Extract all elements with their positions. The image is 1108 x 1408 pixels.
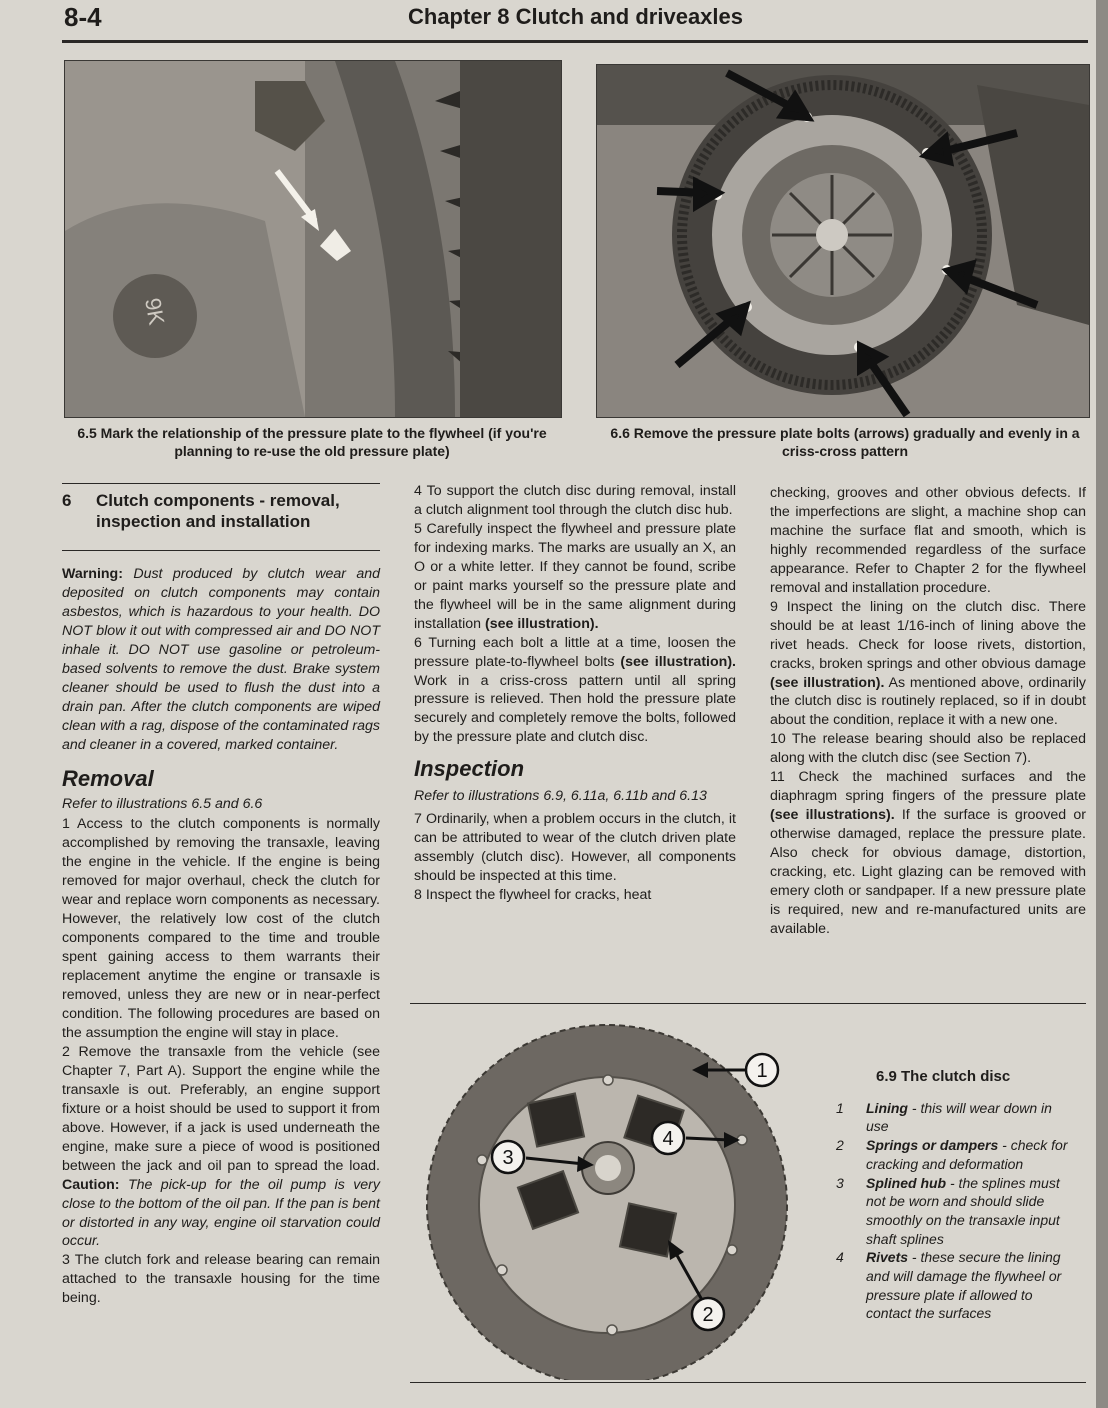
figure-area-rule-top xyxy=(410,1003,1086,1004)
removal-step-5-ill-ref: (see illustration). xyxy=(485,615,599,632)
clutch-disc-figure xyxy=(412,1010,832,1380)
inspection-step-11 xyxy=(770,768,1086,939)
removal-heading: Removal xyxy=(62,765,154,791)
flywheel-photo-illustration xyxy=(65,61,561,417)
removal-step-3: 3 The clutch fork and release bearing can remain attached to the transaxle housing for the time being. xyxy=(62,1252,380,1307)
legend-item-term: Rivets xyxy=(866,1249,909,1266)
removal-step-5-text: 5 Carefully inspect the flywheel and pressure plate for indexing marks. The marks are usually an X, an O or a white letter. If they cannot be found, scribe or paint marks yourself so the pressure plate and the flywheel will be in the same alignment during installation xyxy=(414,520,736,632)
section-title: Clutch components - removal, inspection and installation xyxy=(96,491,340,531)
callout-4: 4 xyxy=(662,1128,674,1150)
removal-reference: Refer to illustrations 6.5 and 6.6 xyxy=(62,795,263,812)
chapter-title: Chapter 8 Clutch and driveaxles xyxy=(408,4,743,29)
casting-mark: 9K xyxy=(140,296,170,327)
inspection-step-10: 10 The release bearing should also be replaced along with the clutch disc (see Section 7). xyxy=(770,731,1086,767)
legend-item-text xyxy=(866,1099,1076,1136)
inspection-step-9-text-a: 9 Inspect the lining on the clutch disc. There should be at least 1/16-inch of lining above the rivet heads. Check for loose rivets, distortion, cracks, broken springs and other obvious damage xyxy=(770,598,1086,672)
legend-title: 6.9 The clutch disc xyxy=(876,1068,1011,1085)
inspection-step-9-text-b: As mentioned above, ordinarily the clutch disc is routinely replaced, so if in doubt about the condition, replace it with a new one. xyxy=(770,674,1086,729)
column-1 xyxy=(62,490,380,1308)
removal-step-4: 4 To support the clutch disc during removal, install a clutch alignment tool through the clutch disc hub. xyxy=(414,483,736,518)
legend-item-number: 1 xyxy=(836,1099,844,1116)
legend-item-number: 3 xyxy=(836,1174,844,1191)
inspection-heading: Inspection xyxy=(414,756,525,782)
caption-6-5: 6.5 Mark the relationship of the pressure plate to the flywheel (if you're planning to re-use the old pressure plate) xyxy=(77,425,547,459)
column-2 xyxy=(414,482,736,905)
legend-item-number: 4 xyxy=(836,1249,844,1266)
inspection-reference: Refer to illustrations 6.9, 6.11a, 6.11b and 6.13 xyxy=(414,788,707,805)
legend-item-desc: - the splines must not be worn and should slide smoothly on the transaxle input shaft splines xyxy=(866,1174,1060,1247)
caption-6-6: 6.6 Remove the pressure plate bolts (arrows) gradually and evenly in a criss-cross pattern xyxy=(610,425,1080,459)
removal-step-2-text: 2 Remove the transaxle from the vehicle (see Chapter 7, Part A). Support the engine while the transaxle is out. Preferably, an engine support fixture or a hoist should be used to support it from above. However, if a jack is used underneath the engine, make sure a piece of wood is positioned between the jack and oil pan to spread the load. xyxy=(62,1043,380,1174)
legend-item-desc: - these secure the lining and will damage the flywheel or pressure plate if allowed to contact the surfaces xyxy=(866,1249,1062,1322)
removal-step-5 xyxy=(414,520,736,634)
column-3 xyxy=(770,484,1086,939)
inspection-step-9-ill-ref: (see illustration). xyxy=(770,674,885,691)
legend-item-2 xyxy=(836,1136,1076,1173)
photo-6-5 xyxy=(64,60,562,418)
section-rule-top xyxy=(62,483,380,484)
inspection-step-9 xyxy=(770,598,1086,731)
section-number: 6 xyxy=(62,491,72,510)
warning-text: Dust produced by clutch wear and deposited on clutch components may contain asbestos, which is hazardous to your health. DO NOT blow it out with compressed air and DO NOT inhale it. DO NOT use gasoline or petroleum-based solvents to remove the dust. Brake system cleaner should be used to flush the dust into a drain pan. After the clutch components are wiped clean with a rag, dispose of the contaminated rags and cleaner in a covered, marked container. xyxy=(62,566,380,753)
legend-item-3 xyxy=(836,1174,1076,1249)
legend-item-1 xyxy=(836,1099,1076,1136)
pressure-plate-photo-illustration xyxy=(597,65,1089,417)
removal-step-6-ill-ref: (see illustration). xyxy=(620,653,736,670)
clutch-disc-illustration xyxy=(412,1010,832,1380)
inspection-step-11-ill-ref: (see illustrations). xyxy=(770,807,895,824)
legend-item-text xyxy=(866,1248,1076,1323)
inspection-step-8b: checking, grooves and other obvious defects. If the imperfections are slight, a machine shop can machine the surface flat and smooth, which is highly recommended regardless of the surface appearance. Refer to Chapter 2 for the flywheel removal and installation procedure. xyxy=(770,485,1086,596)
legend-item-term: Springs or dampers xyxy=(866,1137,999,1154)
legend-item-text xyxy=(866,1174,1076,1249)
inspection-step-11-text-a: 11 Check the machined surfaces and the diaphragm spring fingers of the pressure plate xyxy=(770,769,1086,805)
legend-item-4 xyxy=(836,1248,1076,1323)
legend-item-desc: - check for cracking and deformation xyxy=(866,1137,1068,1172)
warning-label: Warning: xyxy=(62,566,123,582)
legend-item-term: Lining xyxy=(866,1099,908,1116)
removal-step-6-text-a: 6 Turning each bolt a little at a time, loosen the pressure plate-to-flywheel bolts xyxy=(414,634,736,670)
section-heading xyxy=(62,490,380,532)
legend-item-text xyxy=(866,1136,1076,1173)
inspection-step-7: 7 Ordinarily, when a problem occurs in the clutch, it can be attributed to wear of the clutch driven plate assembly (clutch disc). However, all components should be inspected at this time. xyxy=(414,811,736,885)
removal-step-6-text-b: Work in a criss-cross pattern until all spring pressure is relieved. Then hold the pressure plate securely and completely remove the bolts, followed by the pressure plate and clutch disc. xyxy=(414,672,736,746)
removal-step-1: 1 Access to the clutch components is normally accomplished by removing the transaxle, leaving the engine in the vehicle. If the engine is being removed for major overhaul, check the clutch for wear and replace worn components as necessary. However, the relatively low cost of the clutch components compared to the time and trouble spent gaining access to them warrants their replacement anytime the engine or transaxle is removed, unless they are new or in near-perfect condition. The following procedures are based on the assumption the engine will stay in place. xyxy=(62,816,380,1041)
inspection-step-8a: 8 Inspect the flywheel for cracks, heat xyxy=(414,887,652,904)
clutch-disc-legend xyxy=(836,1068,1076,1323)
photo-6-6 xyxy=(596,64,1090,418)
section-rule-bottom xyxy=(62,550,380,551)
legend-item-number: 2 xyxy=(836,1137,844,1154)
inspection-step-11-text-b: If the surface is grooved or otherwise damaged, replace the pressure plate. Also check for obvious damage, distortion, cracking, etc. Light glazing can be removed with emery cloth or sandpaper. If a new pressure plate is required, new and re-manufactured units are available. xyxy=(770,807,1086,937)
callout-1: 1 xyxy=(756,1060,768,1082)
removal-step-2 xyxy=(62,1043,380,1251)
callout-3: 3 xyxy=(502,1147,514,1169)
legend-item-desc: - this will wear down in use xyxy=(866,1099,1052,1135)
page-number: 8-4 xyxy=(64,2,102,32)
caution-text: The pick-up for the oil pump is very close to the bottom of the oil pan. If the pan is bent or distorted in any way, engine oil starvation could occur. xyxy=(62,1176,380,1250)
legend-item-term: Splined hub xyxy=(866,1174,947,1191)
callout-2: 2 xyxy=(702,1304,714,1326)
removal-step-6 xyxy=(414,634,736,748)
caution-label: Caution: xyxy=(62,1176,120,1193)
warning-paragraph xyxy=(62,565,380,755)
header-rule xyxy=(62,40,1088,43)
page-edge-shadow xyxy=(1096,0,1108,1408)
figure-area-rule-bottom xyxy=(410,1382,1086,1383)
